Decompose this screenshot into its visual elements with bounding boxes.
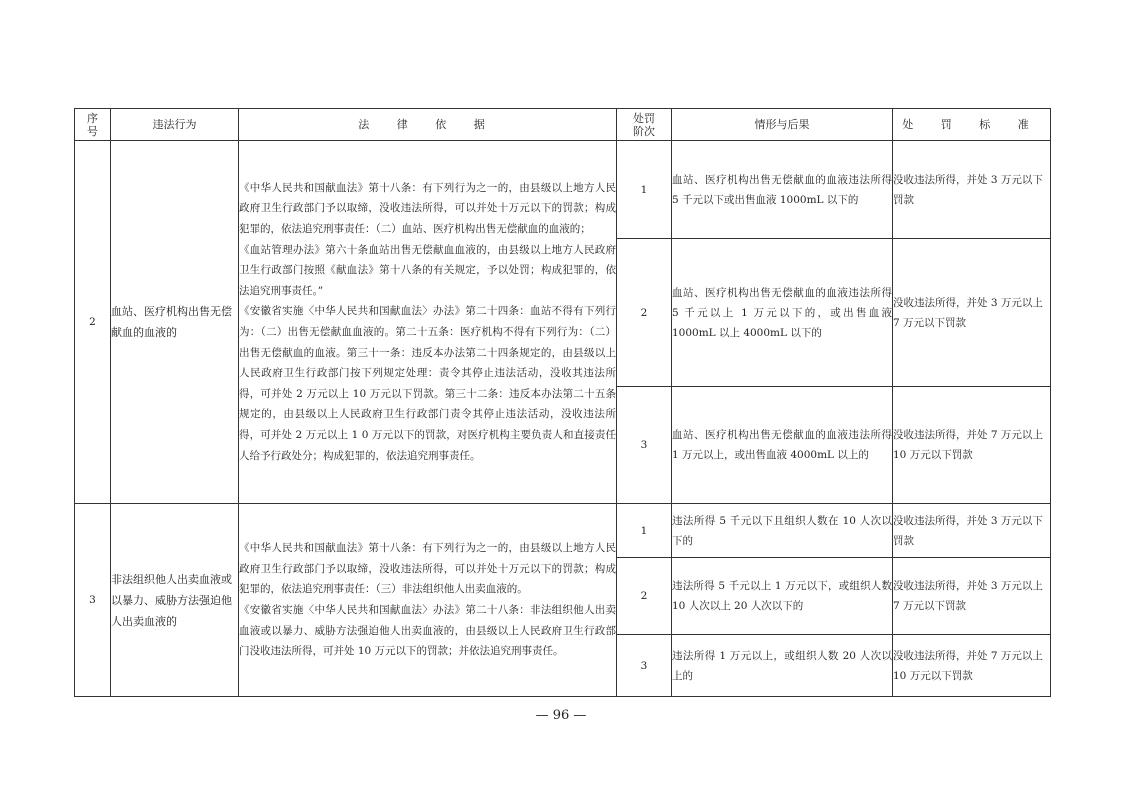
circumstance: 违法所得 5 千元以上 1 万元以下，或组织人数 10 人次以上 20 人次以下的 — [672, 558, 893, 635]
header-behavior: 违法行为 — [111, 109, 239, 141]
row-seq: 3 — [75, 504, 111, 697]
row-legal-basis — [239, 141, 617, 504]
legal-paragraph: 《安徽省实施〈中华人民共和国献血法〉办法》第二十八条：非法组织他人出卖血液或以暴力、威胁方法强迫他人出卖血液的，由县级以上人民政府卫生行政部门没收违法所得，可并处 10 万元以下的罚款；并依法追究刑事责任。 — [239, 604, 616, 658]
circumstance: 违法所得 5 千元以下且组织人数在 10 人次以下的 — [672, 504, 893, 558]
circumstance: 血站、医疗机构出售无偿献血的血液违法所得 1 万元以上，或出售血液 4000mL 以上的 — [672, 387, 893, 504]
penalty-standard: 没收违法所得，并处 7 万元以上 10 万元以下罚款 — [893, 635, 1051, 697]
penalty-level: 1 — [617, 141, 672, 239]
table-row — [75, 141, 1051, 239]
page-number: — 96 — — [535, 708, 587, 723]
row-behavior: 非法组织他人出卖血液或以暴力、威胁方法强迫他人出卖血液的 — [111, 504, 239, 697]
header-legal-basis: 法 律 依 据 — [239, 109, 617, 141]
header-penalty-level: 处罚阶次 — [617, 109, 672, 141]
row-seq: 2 — [75, 141, 111, 504]
penalty-standard: 没收违法所得，并处 3 万元以下罚款 — [893, 504, 1051, 558]
penalty-standard: 没收违法所得，并处 3 万元以上 7 万元以下罚款 — [893, 239, 1051, 387]
penalty-table — [74, 108, 1051, 697]
legal-paragraph: 《中华人民共和国献血法》第十八条：有下列行为之一的，由县级以上地方人民政府卫生行政部门予以取缔，没收违法所得，可以并处十万元以下的罚款；构成犯罪的，依法追究刑事责任：（二）血站、医疗机构出售无偿献血的血液的； — [239, 181, 616, 236]
circumstance: 血站、医疗机构出售无偿献血的血液违法所得 5 千元以上 1 万元以下的，或出售血液 1000mL 以上 4000mL 以下的 — [672, 239, 893, 387]
penalty-standard: 没收违法所得，并处 7 万元以上 10 万元以下罚款 — [893, 387, 1051, 504]
circumstance: 违法所得 1 万元以上，或组织人数 20 人次以上的 — [672, 635, 893, 697]
penalty-level: 3 — [617, 387, 672, 504]
penalty-level: 2 — [617, 558, 672, 635]
penalty-standard: 没收违法所得，并处 3 万元以下罚款 — [893, 141, 1051, 239]
penalty-level: 2 — [617, 239, 672, 387]
header-circumstances: 情形与后果 — [672, 109, 893, 141]
table-header-row — [75, 109, 1051, 141]
legal-paragraph: 《血站管理办法》第六十条血站出售无偿献血血液的，由县级以上地方人民政府卫生行政部门按照《献血法》第十八条的有关规定，予以处罚；构成犯罪的，依法追究刑事责任。” — [239, 243, 616, 297]
header-seq: 序号 — [75, 109, 111, 141]
circumstance: 血站、医疗机构出售无偿献血的血液违法所得 5 千元以下或出售血液 1000mL 以下的 — [672, 141, 893, 239]
header-standard: 处 罚 标 准 — [893, 109, 1051, 141]
row-behavior: 血站、医疗机构出售无偿献血的血液的 — [111, 141, 239, 504]
penalty-level: 1 — [617, 504, 672, 558]
row-legal-basis — [239, 504, 617, 697]
legal-paragraph: 《中华人民共和国献血法》第十八条：有下列行为之一的，由县级以上地方人民政府卫生行政部门予以取缔，没收违法所得，可以并处十万元以下的罚款；构成犯罪的，依法追究刑事责任：（三）非法组织他人出卖血液的。 — [239, 542, 616, 596]
table-row — [75, 504, 1051, 558]
legal-paragraph: 《安徽省实施〈中华人民共和国献血法〉办法》第二十四条：血站不得有下列行为：（二）出售无偿献血血液的。第二十五条：医疗机构不得有下列行为：（二）出售无偿献血的血液。第三十一条：违反本办法第二十四条规定的，由县级以上人民政府卫生行政部门按下列规定处理：责令其停止违法活动，没收其违法所得，可并处 2 万元以上 10 万元以下罚款。第三十二条：违反本办法第二十五条规定的，由县级以上人民政府卫生行政部门责令其停止违法活动，没收违法所得，可并处 2 万元以上 1 0 万元以下的罚款，对医疗机构主要负责人和直接责任人给予行政处分；构成犯罪的，依法追究刑事责任。 — [239, 305, 616, 462]
penalty-level: 3 — [617, 635, 672, 697]
penalty-standard: 没收违法所得，并处 3 万元以上 7 万元以下罚款 — [893, 558, 1051, 635]
